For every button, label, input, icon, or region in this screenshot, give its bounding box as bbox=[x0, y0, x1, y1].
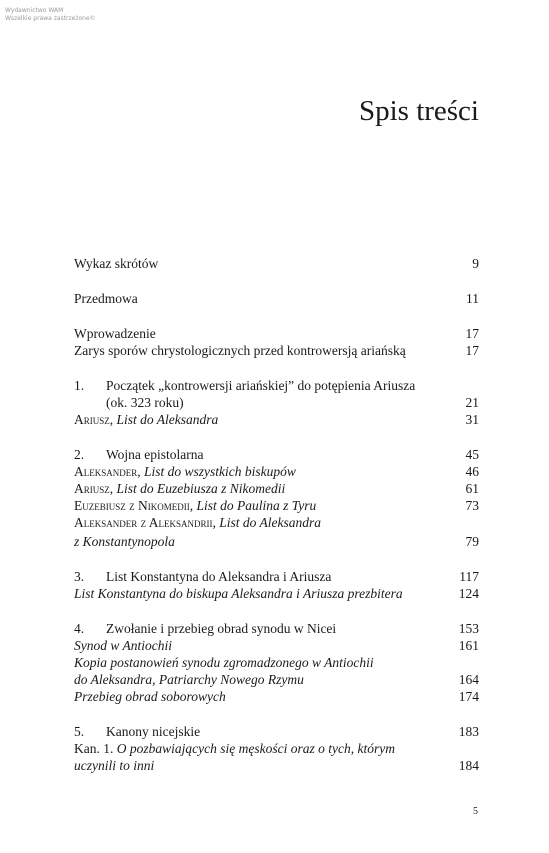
section-number: 2. bbox=[74, 447, 85, 462]
section-number: 3. bbox=[74, 569, 85, 584]
copyright-watermark bbox=[5, 7, 96, 23]
work-title: List do Euzebiusza z Nikomedii bbox=[116, 481, 286, 496]
work-title-cont: z Konstantynopola bbox=[74, 534, 175, 549]
toc-page-number: 21 bbox=[465, 395, 479, 410]
toc-entry-title: Zarys sporów chrystologicznych przed kontrowersją ariańską bbox=[74, 343, 406, 358]
toc-entry-title: Wprowadzenie bbox=[74, 326, 156, 341]
author-name: Aleksander z Aleksandrii bbox=[74, 515, 213, 530]
section-title: Początek „kontrowersji ariańskiej” do potępienia Ariusza bbox=[106, 378, 416, 393]
work-title: Synod w Antiochii bbox=[74, 638, 172, 653]
watermark-line: Wydawnictwo WAM bbox=[5, 7, 64, 14]
toc-entry bbox=[74, 342, 479, 359]
page-title: Spis treści bbox=[358, 95, 479, 128]
toc-page-number: 17 bbox=[465, 343, 479, 358]
toc-page-number: 79 bbox=[465, 534, 479, 549]
page-number: 5 bbox=[473, 806, 478, 817]
section-number: 5. bbox=[74, 724, 85, 739]
toc-page-number: 161 bbox=[458, 638, 479, 653]
work-title: List do wszystkich biskupów bbox=[144, 464, 296, 479]
section-number: 1. bbox=[74, 378, 85, 393]
toc-entry bbox=[74, 637, 479, 654]
toc-entry bbox=[74, 585, 479, 602]
toc-entry-title: Przedmowa bbox=[74, 291, 138, 306]
toc-entry bbox=[74, 654, 479, 688]
toc-entry bbox=[74, 290, 479, 307]
toc-page-number: 61 bbox=[465, 481, 479, 496]
section-title: List Konstantyna do Aleksandra i Ariusza bbox=[106, 569, 332, 584]
toc-entry: Ariusz, List do Euzebiusza z Nikomedii 61 bbox=[74, 481, 479, 496]
work-title: O pozbawiających się męskości oraz o tych, którym bbox=[116, 741, 395, 756]
work-title: List do Aleksandra bbox=[219, 515, 322, 530]
watermark-line: Wszelkie prawa zastrzeżone© bbox=[5, 15, 96, 22]
toc-page-number: 124 bbox=[458, 586, 479, 601]
section-title: Zwołanie i przebieg obrad synodu w Nicei bbox=[106, 621, 337, 636]
work-title-cont: uczynili to inni bbox=[74, 758, 155, 773]
toc-entry: Aleksander, List do wszystkich biskupów 46 bbox=[74, 464, 479, 479]
toc-section bbox=[74, 568, 479, 585]
section-title: Wojna epistolarna bbox=[106, 447, 204, 462]
toc-page-number: 164 bbox=[458, 672, 479, 687]
toc-section bbox=[74, 446, 479, 463]
toc-entry bbox=[74, 688, 479, 705]
section-number: 4. bbox=[74, 621, 85, 636]
toc-page-number: 184 bbox=[458, 758, 479, 773]
toc-page-number: 183 bbox=[458, 724, 479, 739]
toc-page-number: 73 bbox=[465, 498, 479, 513]
work-title: List do Paulina z Tyru bbox=[196, 498, 317, 513]
section-title-cont: (ok. 323 roku) bbox=[106, 395, 184, 410]
author-name: Ariusz bbox=[74, 412, 110, 427]
table-of-contents bbox=[74, 255, 479, 774]
toc-page-number: 174 bbox=[458, 689, 479, 704]
toc-entry bbox=[74, 325, 479, 342]
toc-page-number: 46 bbox=[465, 464, 479, 479]
work-title: List do Aleksandra bbox=[116, 412, 219, 427]
toc-page-number: 45 bbox=[465, 447, 479, 462]
toc-section bbox=[74, 377, 479, 411]
toc-page-number: 31 bbox=[465, 412, 479, 427]
work-title: Kopia postanowień synodu zgromadzonego w Antiochii bbox=[74, 655, 374, 670]
toc-page-number: 153 bbox=[458, 621, 479, 636]
toc-entry: Euzebiusz z Nikomedii, List do Paulina z Tyru 73 bbox=[74, 498, 479, 513]
toc-page-number: 9 bbox=[472, 256, 479, 271]
author-name: Aleksander bbox=[74, 464, 138, 479]
toc-entry: Ariusz, List do Aleksandra 31 bbox=[74, 412, 479, 427]
toc-page-number: 11 bbox=[466, 291, 479, 306]
author-name: Ariusz bbox=[74, 481, 110, 496]
canon-number: Kan. 1. bbox=[74, 741, 114, 756]
toc-entry: Aleksander z Aleksandrii, List do Aleksandra z Konstantynopola 79 bbox=[74, 515, 479, 549]
toc-entry-title: Wykaz skrótów bbox=[74, 256, 159, 271]
section-title: Kanony nicejskie bbox=[106, 724, 201, 739]
work-title: Przebieg obrad soborowych bbox=[74, 689, 226, 704]
toc-section bbox=[74, 723, 479, 740]
toc-entry bbox=[74, 255, 479, 272]
work-title-cont: do Aleksandra, Patriarchy Nowego Rzymu bbox=[74, 672, 304, 687]
toc-entry bbox=[74, 740, 479, 774]
toc-page-number: 17 bbox=[465, 326, 479, 341]
toc-section bbox=[74, 620, 479, 637]
work-title: List Konstantyna do biskupa Aleksandra i Ariusza prezbitera bbox=[74, 586, 403, 601]
toc-page-number: 117 bbox=[459, 569, 479, 584]
author-name: Euzebiusz z Nikomedii bbox=[74, 498, 190, 513]
